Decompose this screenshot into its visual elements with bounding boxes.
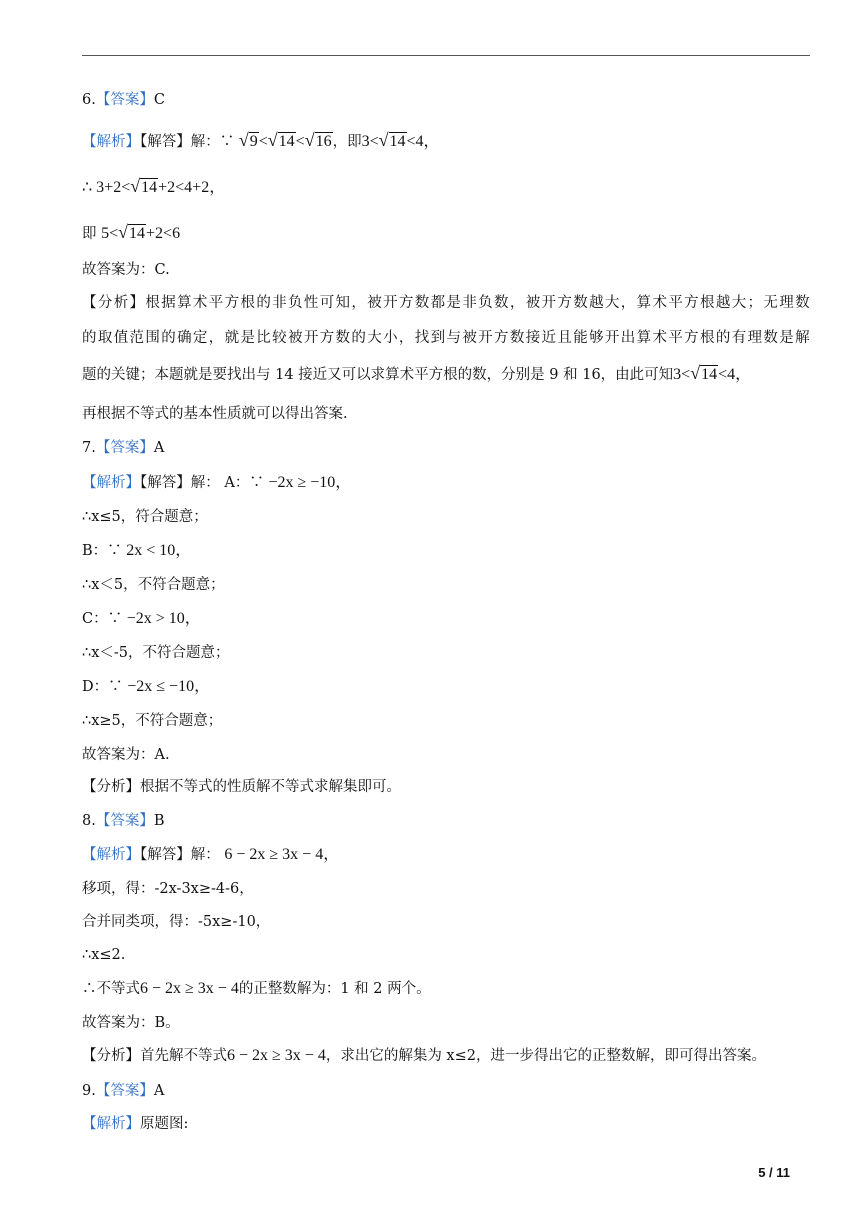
q7-option-d xyxy=(82,677,210,697)
inequality: 2x < 10， xyxy=(126,542,192,559)
radicand: 14 xyxy=(701,366,718,383)
inequality: 6 − 2x ≥ 3x − 4 xyxy=(227,1047,326,1064)
radicand: 16 xyxy=(315,133,332,150)
q8-analysis xyxy=(82,1046,766,1066)
option-label: B：∵ xyxy=(82,543,127,559)
q7-result-d: ∴x≥5，不符合题意； xyxy=(82,713,223,729)
inequality: 6 − 2x ≥ 3x − 4， xyxy=(224,846,340,863)
q6-analysis-line-2: 的取值范围的确定，就是比较被开方数的大小，找到与被开方数接近且能够开出算术平方根的有理数是解 xyxy=(82,330,810,346)
text: ∴不等式 xyxy=(82,981,140,997)
answer-tag: 【答案】 xyxy=(95,1083,154,1099)
math-op: < xyxy=(258,133,268,150)
jiexi-tag: 【解析】 xyxy=(82,1116,140,1132)
answer-tag: 【答案】 xyxy=(95,440,154,456)
q8-number: 8. xyxy=(82,813,96,829)
q7-result-c: ∴x＜-5，不符合题意； xyxy=(82,645,230,661)
q6-answer-line xyxy=(82,90,165,110)
q6-number: 6. xyxy=(82,92,96,108)
solution-prefix: 解： xyxy=(190,847,225,863)
analysis-text: 首先解不等式 xyxy=(140,1048,227,1064)
text: 的正整数解为：1 和 2 两个。 xyxy=(238,981,431,997)
answer-tag: 【答案】 xyxy=(95,813,154,829)
q6-analysis-line-4: 再根据不等式的基本性质就可以得出答案. xyxy=(82,406,348,422)
jiexi-tag: 【解析】 xyxy=(82,847,140,863)
math-op: <4， xyxy=(718,366,752,383)
q9-solution-line xyxy=(82,1114,188,1134)
math-op: +2<6 xyxy=(146,225,181,242)
analysis-text: 题的关键；本题就是要找出与 14 接近又可以求算术平方根的数，分别是 9 和 16，由此可知 xyxy=(82,367,674,383)
q8-step-1: 移项，得：-2x-3x≥-4-6， xyxy=(82,881,254,897)
math-op: 3< xyxy=(673,366,691,383)
fenxi-tag: 【分析】 xyxy=(82,295,146,311)
math-op: +2<4+2， xyxy=(158,179,226,196)
q8-step-2: 合并同类项，得：-5x≥-10， xyxy=(82,914,271,930)
q9-answer-line xyxy=(82,1081,164,1101)
text: ，即 xyxy=(332,134,362,150)
math-op: 5< xyxy=(101,225,119,242)
q7-result-b: ∴x＜5，不符合题意； xyxy=(82,577,225,593)
q6-solution-line-2: ∴ 3+2<√14+2<4+2， xyxy=(82,176,226,196)
text: 即 xyxy=(82,226,102,242)
jieda-tag: 【解答】 xyxy=(140,475,191,491)
analysis-text: 根据算术平方根的非负性可知，被开方数都是非负数，被开方数越大，算术平方根越大；无理数 xyxy=(145,295,810,311)
radicand: 14 xyxy=(141,179,158,196)
q7-analysis xyxy=(82,777,401,797)
page-number: 5 / 11 xyxy=(758,1165,790,1180)
option-label: C：∵ xyxy=(82,611,127,627)
radicand: 9 xyxy=(249,133,258,150)
q8-answer: B xyxy=(153,813,165,829)
inequality: −2x ≥ −10， xyxy=(268,474,352,491)
analysis-text: ，求出它的解集为 x≤2，进一步得出它的正整数解，即可得出答案。 xyxy=(325,1048,766,1064)
q7-answer: A xyxy=(153,440,165,456)
jieda-tag: 【解答】 xyxy=(140,134,191,150)
q8-answer-line xyxy=(82,811,165,831)
q7-option-c xyxy=(82,609,201,629)
q7-solution-a xyxy=(82,473,351,493)
math-op: < xyxy=(295,133,305,150)
q9-number: 9. xyxy=(82,1083,96,1099)
solution-prefix: 解：∵ xyxy=(190,134,239,150)
q7-conclusion: 故答案为：A. xyxy=(82,747,170,763)
solution-prefix: 解： A：∵ xyxy=(190,475,269,491)
q6-conclusion: 故答案为：C. xyxy=(82,262,170,278)
q8-step-3: ∴x≤2. xyxy=(82,947,126,963)
q9-answer: A xyxy=(153,1083,165,1099)
q6-answer: C xyxy=(153,92,165,108)
fenxi-tag: 【分析】 xyxy=(82,779,140,795)
q6-solution-line-3: 即 5<√14+2<6 xyxy=(82,222,181,242)
q7-result-a: ∴x≤5，符合题意； xyxy=(82,509,208,525)
q7-option-b xyxy=(82,541,191,561)
radicand: 14 xyxy=(278,133,295,150)
answer-tag: 【答案】 xyxy=(95,92,154,108)
jiexi-tag: 【解析】 xyxy=(82,134,140,150)
q6-analysis-line-3: 题的关键；本题就是要找出与 14 接近又可以求算术平方根的数，分别是 9 和 16，由此可知3<√14<4， xyxy=(82,363,752,383)
q7-number: 7. xyxy=(82,440,96,456)
q6-analysis-line-1 xyxy=(82,293,810,313)
q8-conclusion: 故答案为：B。 xyxy=(82,1015,180,1031)
inequality: −2x ≤ −10， xyxy=(127,678,211,695)
jiexi-tag: 【解析】 xyxy=(82,475,140,491)
radicand: 14 xyxy=(129,225,146,242)
fenxi-tag: 【分析】 xyxy=(82,1048,140,1064)
q8-solution-line-1 xyxy=(82,845,339,865)
analysis-text: 根据不等式的性质解不等式求解集即可。 xyxy=(140,779,401,795)
math-op: 3< xyxy=(361,133,379,150)
header-rule xyxy=(82,55,810,56)
math-op: <4， xyxy=(406,133,440,150)
radicand: 14 xyxy=(389,133,406,150)
math-op: ∴ 3+2< xyxy=(82,179,131,196)
q6-solution-line-1: 【解析】【解答】解：∵ √9<√14<√16，即3<√14<4， xyxy=(82,130,440,150)
solution-text: 原题图: xyxy=(140,1116,189,1132)
q8-step-4 xyxy=(82,979,431,999)
inequality: −2x > 10， xyxy=(126,610,201,627)
jieda-tag: 【解答】 xyxy=(140,847,191,863)
inequality: 6 − 2x ≥ 3x − 4 xyxy=(140,980,239,997)
q7-answer-line xyxy=(82,438,164,458)
option-label: D：∵ xyxy=(82,679,128,695)
